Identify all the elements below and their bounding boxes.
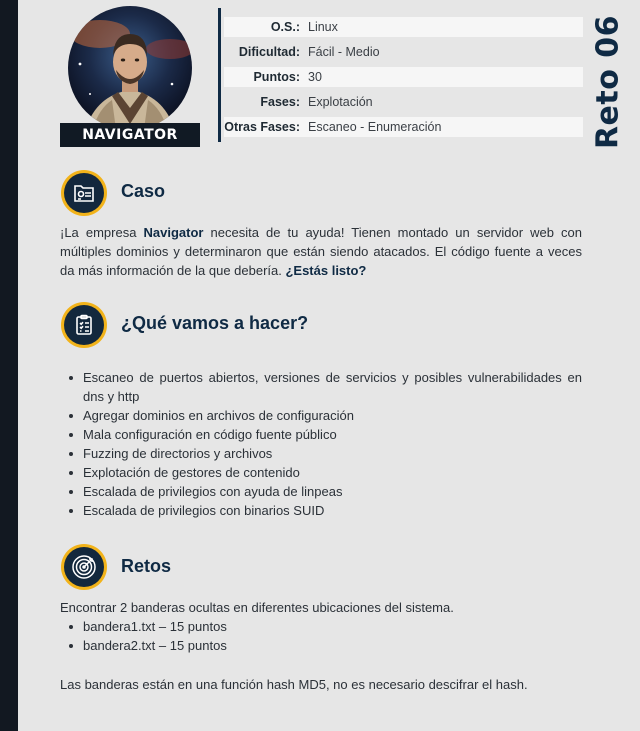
left-sidebar-strip: [0, 0, 18, 731]
list-item: bandera2.txt – 15 puntos: [60, 636, 582, 655]
info-row-other-phases: [224, 117, 583, 137]
list-item: Explotación de gestores de contenido: [60, 463, 582, 482]
case-text-start: ¡La empresa: [60, 225, 144, 240]
plan-section-title: ¿Qué vamos a hacer?: [121, 313, 309, 333]
plan-task-list: [60, 368, 582, 520]
info-value: Escaneo - Enumeración: [308, 120, 442, 134]
list-item: Escalada de privilegios con ayuda de linpeas: [60, 482, 582, 501]
info-key: Dificultad:: [238, 45, 300, 59]
info-key: O.S.:: [270, 20, 300, 34]
case-company-name: Navigator: [143, 225, 204, 240]
clipboard-checklist-icon: [61, 302, 107, 348]
list-item: Escalada de privilegios con binarios SUID: [60, 501, 582, 520]
list-item: Agregar dominios en archivos de configuración: [60, 406, 582, 425]
challenges-section-title: Retos: [121, 556, 172, 576]
case-description: [60, 223, 582, 280]
info-row-os: [224, 17, 583, 37]
info-value: Linux: [308, 20, 338, 34]
reto-number-label: [586, 14, 630, 150]
list-item: Fuzzing de directorios y archivos: [60, 444, 582, 463]
info-value: 30: [308, 70, 322, 84]
case-file-icon: [61, 170, 107, 216]
list-item: Mala configuración en código fuente público: [60, 425, 582, 444]
list-item: bandera1.txt – 15 puntos: [60, 617, 582, 636]
avatar: [60, 4, 200, 147]
info-row-difficulty: [224, 42, 583, 62]
info-key: Otras Fases:: [224, 120, 300, 134]
challenge-info-table: [224, 17, 583, 142]
challenges-intro: Encontrar 2 banderas ocultas en diferentes ubicaciones del sistema.: [60, 600, 454, 615]
info-row-points: [224, 67, 583, 87]
case-section-title: Caso: [121, 181, 166, 201]
target-icon: [61, 544, 107, 590]
info-value: Fácil - Medio: [308, 45, 380, 59]
info-key: Fases:: [260, 95, 300, 109]
list-item: Escaneo de puertos abiertos, versiones de servicios y posibles vulnerabilidades en dns y http: [60, 368, 582, 406]
case-text-body: necesita de tu ayuda! Tienen montado un servidor web con múltiples dominios y determinaron que están siendo atacados. El código fuente a veces da más información de la que debería.: [60, 225, 582, 278]
challenges-footer-note: Las banderas están en una función hash MD5, no es necesario descifrar el hash.: [60, 677, 528, 692]
info-value: Explotación: [308, 95, 373, 109]
avatar-name-label: NAVIGATOR: [60, 123, 200, 147]
case-text-question: ¿Estás listo?: [285, 263, 367, 278]
header-divider: [218, 8, 221, 142]
info-row-phases: [224, 92, 583, 112]
reto-title: Reto 06: [590, 14, 626, 150]
info-key: Puntos:: [253, 70, 300, 84]
flags-list: [60, 617, 582, 655]
